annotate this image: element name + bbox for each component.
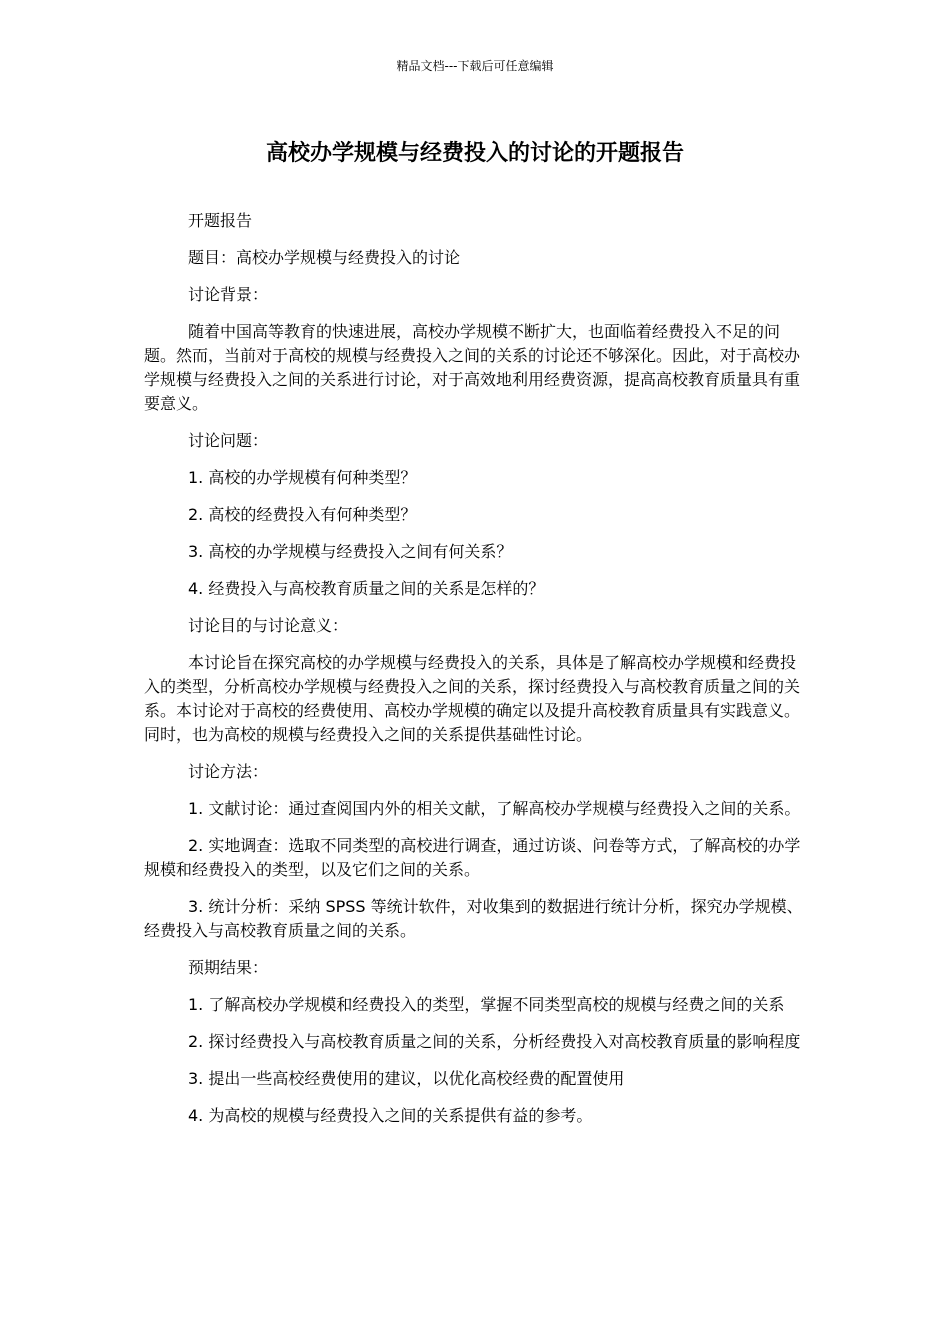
method-item: 3. 统计分析：采纳 SPSS 等统计软件，对收集到的数据进行统计分析，探究办学规模、经费投入与高校教育质量之间的关系。 [144,897,803,940]
question-item: 4. 经费投入与高校教育质量之间的关系是怎样的？ [188,579,545,598]
document-body [144,209,808,1141]
method-item: 2. 实地调查：选取不同类型的高校进行调查，通过访谈、问卷等方式，了解高校的办学规模和经费投入的类型，以及它们之间的关系。 [144,836,801,879]
heading-methods: 讨论方法： [188,762,269,781]
result-item: 2. 探讨经费投入与高校教育质量之间的关系，分析经费投入对高校教育质量的影响程度 [188,1032,801,1051]
heading-purpose: 讨论目的与讨论意义： [188,616,349,635]
background-paragraph: 随着中国高等教育的快速进展，高校办学规模不断扩大，也面临着经费投入不足的问题。然而，当前对于高校的规模与经费投入之间的关系的讨论还不够深化。因此，对于高校办学规模与经费投入之间的关系进行讨论，对于高效地利用经费资源，提高高校教育质量具有重要意义。 [144,322,801,413]
heading-expected-results: 预期结果： [188,958,269,977]
header-note: 精品文档---下载后可任意编辑 [396,59,554,73]
result-item: 4. 为高校的规模与经费投入之间的关系提供有益的参考。 [188,1106,593,1125]
document-title: 高校办学规模与经费投入的讨论的开题报告 [265,141,684,166]
heading-questions: 讨论问题： [188,431,269,450]
purpose-paragraph: 本讨论旨在探究高校的办学规模与经费投入的关系，具体是了解高校办学规模和经费投入的类型，分析高校办学规模与经费投入之间的关系，探讨经费投入与高校教育质量之间的关系。本讨论对于高校的经费使用、高校办学规模的确定以及提升高校教育质量具有实践意义。同时，也为高校的规模与经费投入之间的关系提供基础性讨论。 [144,653,801,744]
question-item: 1. 高校的办学规模有何种类型？ [188,468,417,487]
question-item: 3. 高校的办学规模与经费投入之间有何关系？ [188,542,513,561]
topic-line: 题目：高校办学规模与经费投入的讨论 [188,248,461,267]
result-item: 3. 提出一些高校经费使用的建议，以优化高校经费的配置使用 [188,1069,625,1088]
heading-background: 讨论背景： [188,285,269,304]
result-item: 1. 了解高校办学规模和经费投入的类型，掌握不同类型高校的规模与经费之间的关系 [188,995,785,1014]
section-label-report: 开题报告 [188,211,253,230]
question-item: 2. 高校的经费投入有何种类型？ [188,505,417,524]
method-item: 1. 文献讨论：通过查阅国内外的相关文献，了解高校办学规模与经费投入之间的关系。 [188,799,801,818]
